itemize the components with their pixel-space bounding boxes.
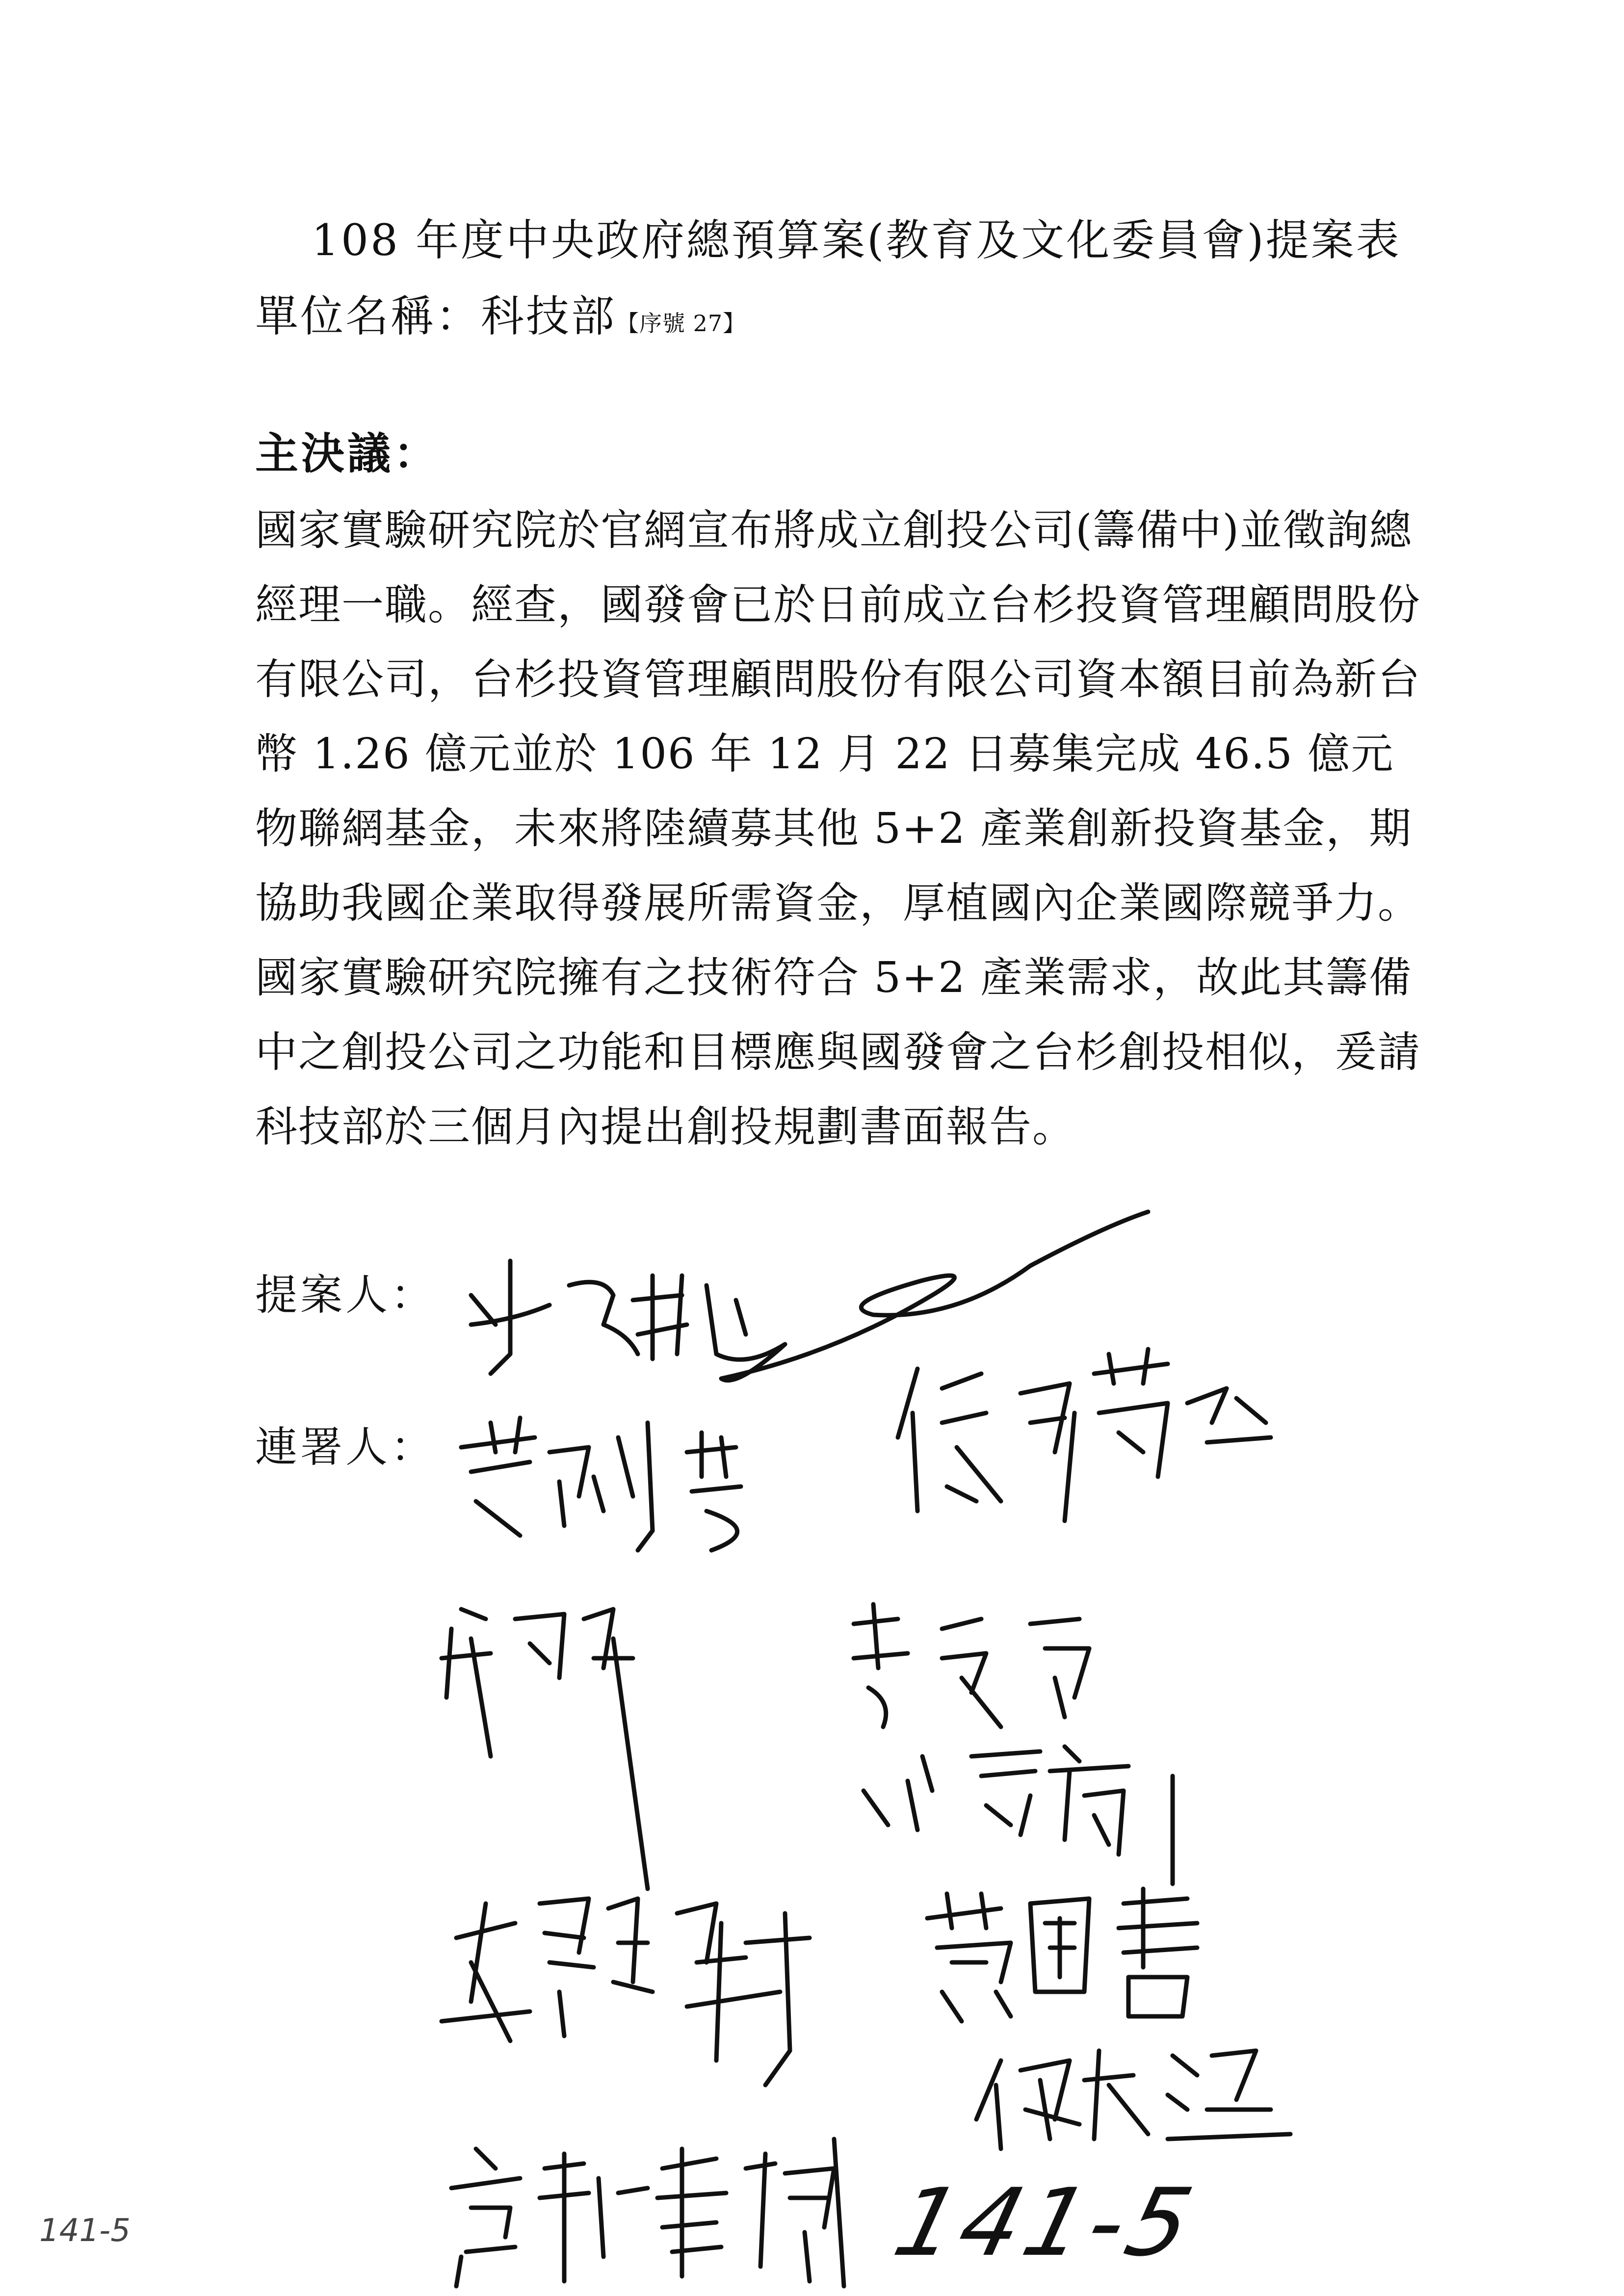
cosigner-signature-8 (976, 2051, 1290, 2149)
cosigner-signature-7 (927, 1889, 1197, 2021)
cosigner-signature-4 (854, 1604, 1089, 1727)
margin-note: 141-5 (39, 2213, 131, 2249)
unit-label: 單位名稱：科技部 (255, 291, 617, 341)
cosigner-signature-9 (451, 2139, 844, 2286)
resolution-paragraph-1: 國家實驗研究院於官網宣布將成立創投公司(籌備中)並徵詢總經理一職。經查，國發會已於日前成立台杉投資管理顧問股份有限公司，台杉投資管理顧問股份有限公司資本額目前為新台幣 1.26 億元並於 106 年 12 月 22 日募集完成 46.5 億元物聯網基金，未來將陸續募其他 5+2 產業創新投資基金，期協助我國企業取得發展所需資金，厚植國內企業國際競爭力。 (255, 506, 1421, 928)
cosigner-signature-6 (442, 1899, 810, 2085)
cosigner-label: 連署人： (255, 1423, 436, 1472)
unit-line (255, 282, 746, 344)
cosigner-signature-2 (898, 1349, 1271, 1521)
handwritten-page-number: 141-5 (884, 2168, 1207, 2277)
resolution-heading: 主決議： (255, 428, 440, 479)
document-title: 108 年度中央政府總預算案(教育及文化委員會)提案表 (312, 215, 1401, 265)
resolution-paragraph-2: 國家實驗研究院擁有之技術符合 5+2 產業需求，故此其籌備中之創投公司之功能和目標應與國發會之台杉創投相似，爰請科技部於三個月內提出創投規劃書面報告。 (255, 953, 1421, 1151)
cosigner-signature-3 (442, 1609, 648, 1889)
cosigner-signature-5 (864, 1747, 1173, 1884)
serial-number: 【序號 27】 (616, 310, 746, 337)
proposer-label: 提案人： (255, 1271, 436, 1320)
cosigner-signature-1 (461, 1418, 741, 1550)
proposer-signature (471, 1212, 1148, 1381)
resolution-body (255, 493, 1423, 1164)
